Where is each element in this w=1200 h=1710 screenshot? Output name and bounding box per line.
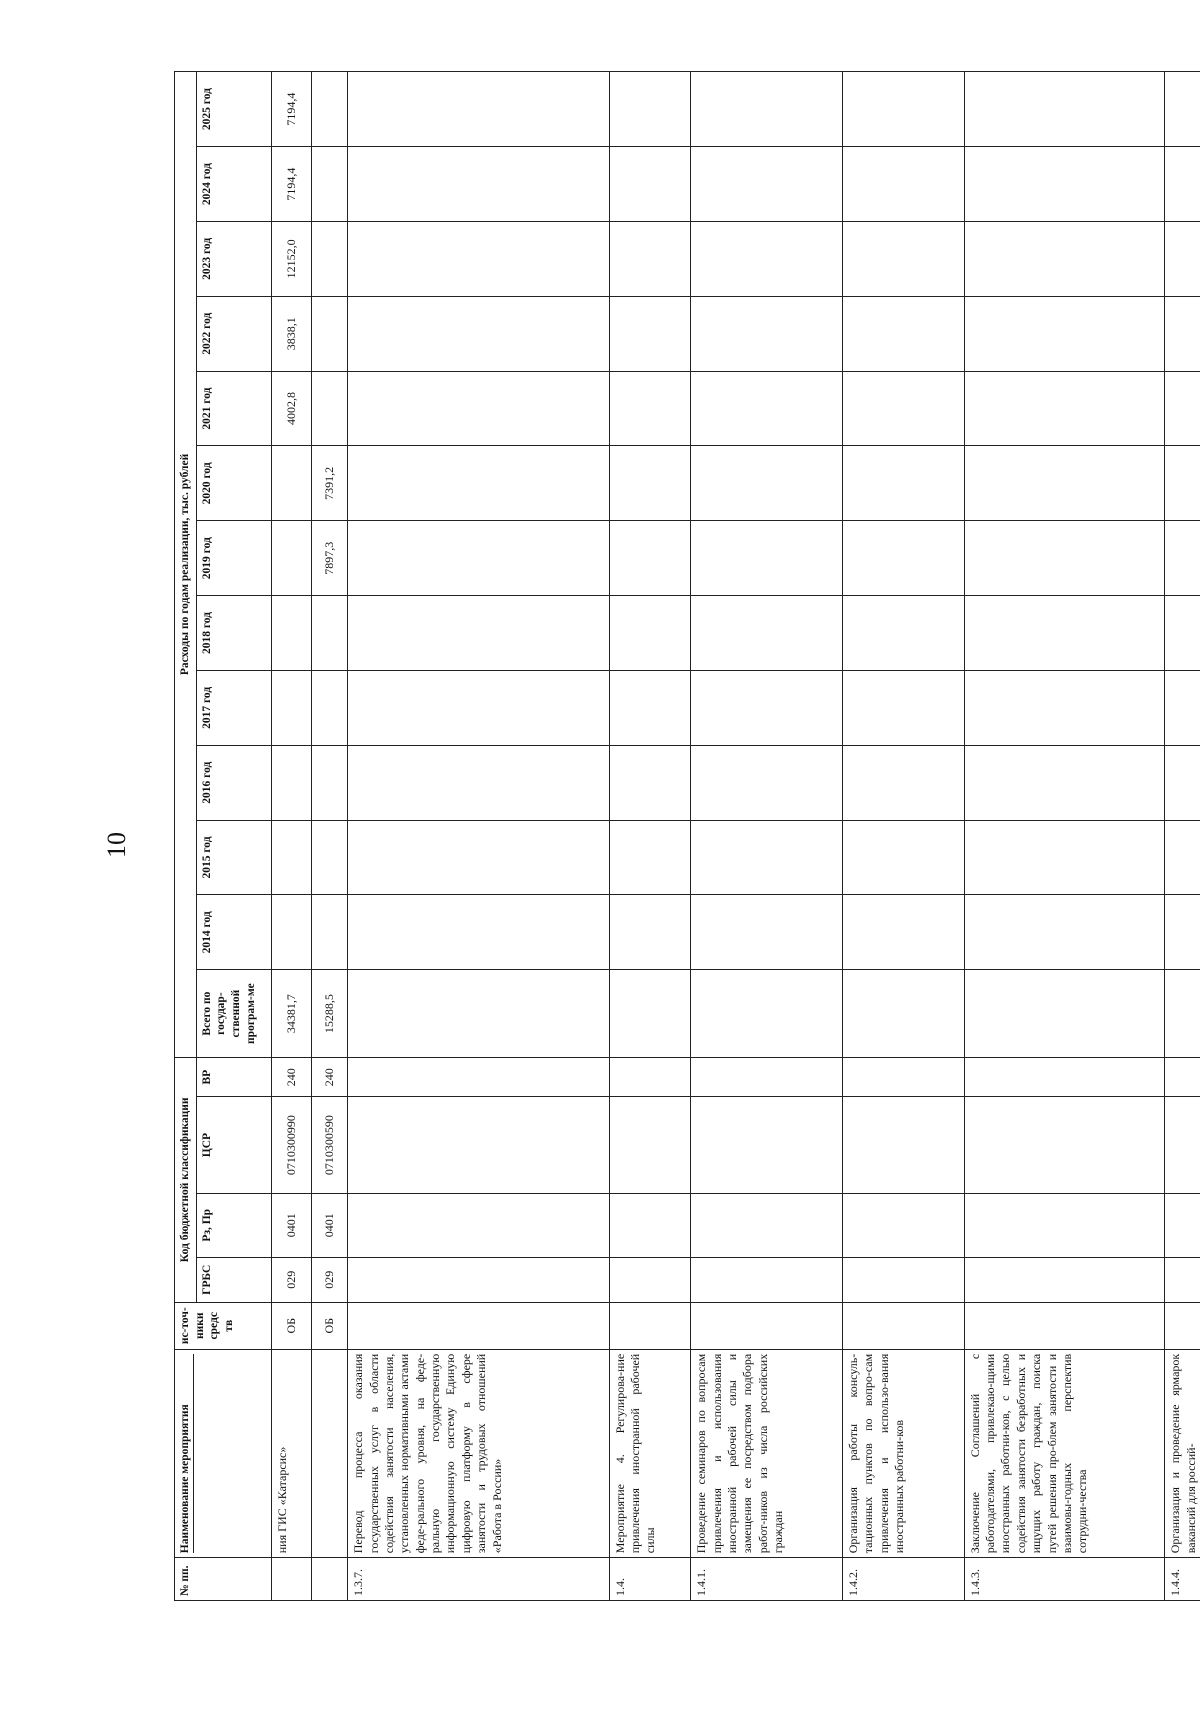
row-grbs <box>964 1257 1165 1302</box>
row-year-value <box>691 147 843 222</box>
header-year: 2016 год <box>196 745 271 820</box>
row-source <box>843 1302 965 1349</box>
row-year-value <box>311 147 347 222</box>
row-year-value <box>843 371 965 446</box>
row-year-value <box>964 221 1165 296</box>
row-year-value <box>691 72 843 147</box>
row-rzpr <box>843 1193 965 1257</box>
row-name <box>311 1349 347 1557</box>
row-rzpr <box>609 1193 690 1257</box>
row-year-value <box>311 72 347 147</box>
row-csr <box>348 1097 609 1193</box>
row-number: 1.4.3. <box>964 1558 1165 1601</box>
budget-table <box>174 71 1200 1601</box>
row-csr <box>964 1097 1165 1193</box>
row-year-value <box>843 521 965 596</box>
row-year-value <box>964 147 1165 222</box>
header-rzpr: Рз, Пр <box>196 1193 271 1257</box>
row-year-value <box>609 147 690 222</box>
row-grbs <box>843 1257 965 1302</box>
table-row <box>311 72 347 1601</box>
row-rzpr <box>348 1193 609 1257</box>
header-source: ис-точ-ники средс тв <box>175 1302 272 1349</box>
row-vr: 240 <box>311 1057 347 1097</box>
row-vr <box>609 1057 690 1097</box>
row-year-value <box>609 596 690 671</box>
row-number <box>271 1558 311 1601</box>
row-year-value: 12152,0 <box>271 221 311 296</box>
row-rzpr: 0401 <box>311 1193 347 1257</box>
row-grbs <box>609 1257 690 1302</box>
row-source <box>691 1302 843 1349</box>
row-year-value <box>1165 521 1200 596</box>
row-year-value <box>348 745 609 820</box>
row-year-value <box>311 820 347 895</box>
table-row <box>1165 72 1200 1601</box>
row-year-value: 7194,4 <box>271 72 311 147</box>
header-row-1 <box>175 72 197 1601</box>
row-year-value: 7897,3 <box>311 521 347 596</box>
row-source <box>348 1302 609 1349</box>
row-year-value <box>964 72 1165 147</box>
row-year-value <box>843 296 965 371</box>
header-year: 2015 год <box>196 820 271 895</box>
row-year-value <box>271 446 311 521</box>
row-year-value <box>1165 596 1200 671</box>
row-year-value <box>964 745 1165 820</box>
row-year-value <box>348 221 609 296</box>
rotated-table-container <box>174 71 1200 1601</box>
row-year-value <box>843 446 965 521</box>
header-grbs: ГРБС <box>196 1257 271 1302</box>
row-year-value <box>843 72 965 147</box>
row-year-value <box>691 596 843 671</box>
row-year-value <box>348 147 609 222</box>
header-year: 2018 год <box>196 596 271 671</box>
row-year-value <box>348 296 609 371</box>
row-year-value <box>271 820 311 895</box>
row-csr <box>691 1097 843 1193</box>
row-year-value <box>609 446 690 521</box>
header-name-label: Наименование мероприятия <box>178 1354 194 1553</box>
table-row <box>964 72 1165 1601</box>
row-year-value <box>1165 670 1200 745</box>
row-year-value <box>964 820 1165 895</box>
row-year-value <box>609 820 690 895</box>
row-year-value <box>348 895 609 970</box>
row-year-value <box>691 296 843 371</box>
row-year-value <box>691 371 843 446</box>
row-name: Организация и проведение ярмарок вакансий для россий- <box>1165 1349 1200 1557</box>
header-year: 2020 год <box>196 446 271 521</box>
row-source <box>1165 1302 1200 1349</box>
row-year-value: 4002,8 <box>271 371 311 446</box>
row-year-value <box>843 820 965 895</box>
row-number: 1.4.2. <box>843 1558 965 1601</box>
table-row <box>348 72 609 1601</box>
row-year-value <box>964 446 1165 521</box>
row-grbs <box>691 1257 843 1302</box>
row-csr: 0710300590 <box>311 1097 347 1193</box>
header-year: 2022 год <box>196 296 271 371</box>
row-vr <box>348 1057 609 1097</box>
row-total: 15288,5 <box>311 970 347 1058</box>
row-year-value <box>843 147 965 222</box>
row-total <box>348 970 609 1058</box>
row-year-value <box>964 296 1165 371</box>
row-total <box>1165 970 1200 1058</box>
row-year-value <box>609 521 690 596</box>
row-year-value <box>348 446 609 521</box>
row-year-value <box>271 745 311 820</box>
row-csr <box>1165 1097 1200 1193</box>
row-year-value <box>843 895 965 970</box>
row-year-value <box>1165 895 1200 970</box>
row-year-value <box>609 745 690 820</box>
header-year: 2024 год <box>196 147 271 222</box>
row-total: 34381,7 <box>271 970 311 1058</box>
header-expense-group: Расходы по годам реализации, тыс. рублей <box>175 72 197 1058</box>
header-kbk-group: Код бюджетной классификации <box>175 1057 197 1302</box>
row-rzpr <box>691 1193 843 1257</box>
row-name: Перевод процесса оказания государственных услуг в области содействия занятости населения, установленных нормативными актами феде-рального уровня, на феде-ральную государственную информационную систему Единую цифровую платформу в сфере занятости и трудовых отношений «Работа в России» <box>348 1349 609 1557</box>
table-body <box>271 72 1200 1601</box>
page-number: 10 <box>102 832 131 858</box>
row-source <box>964 1302 1165 1349</box>
header-csr: ЦСР <box>196 1097 271 1193</box>
table-row <box>271 72 311 1601</box>
row-source: ОБ <box>311 1302 347 1349</box>
row-csr <box>843 1097 965 1193</box>
row-year-value <box>609 371 690 446</box>
header-year: 2023 год <box>196 221 271 296</box>
header-name <box>175 1349 272 1557</box>
row-year-value: 7391,2 <box>311 446 347 521</box>
row-year-value <box>348 596 609 671</box>
header-year: 2021 год <box>196 371 271 446</box>
row-year-value <box>1165 296 1200 371</box>
header-year: 2019 год <box>196 521 271 596</box>
row-year-value <box>271 670 311 745</box>
row-vr <box>1165 1057 1200 1097</box>
row-year-value <box>609 221 690 296</box>
row-year-value <box>843 596 965 671</box>
row-year-value <box>843 745 965 820</box>
row-total <box>843 970 965 1058</box>
row-grbs: 029 <box>271 1257 311 1302</box>
row-total <box>609 970 690 1058</box>
row-total <box>964 970 1165 1058</box>
row-year-value <box>964 596 1165 671</box>
row-year-value <box>311 895 347 970</box>
row-year-value <box>1165 446 1200 521</box>
row-year-value <box>1165 221 1200 296</box>
row-number: 1.3.7. <box>348 1558 609 1601</box>
row-year-value <box>964 670 1165 745</box>
table-row <box>609 72 690 1601</box>
row-name: Организация работы консуль-тационных пунктов по вопро-сам привлечения и использо-вания иностранных работни-ков <box>843 1349 965 1557</box>
row-year-value <box>348 820 609 895</box>
header-num: № пп. <box>175 1558 272 1601</box>
row-rzpr <box>964 1193 1165 1257</box>
row-csr: 0710300990 <box>271 1097 311 1193</box>
row-year-value <box>609 296 690 371</box>
row-year-value <box>964 895 1165 970</box>
row-source <box>609 1302 690 1349</box>
header-year: 2017 год <box>196 670 271 745</box>
table-row <box>691 72 843 1601</box>
row-year-value <box>691 221 843 296</box>
row-year-value <box>843 670 965 745</box>
row-year-value: 7194,4 <box>271 147 311 222</box>
row-year-value <box>691 745 843 820</box>
row-number: 1.4.4. <box>1165 1558 1200 1601</box>
header-total: Всего по государ-ственной програм-ме <box>196 970 271 1058</box>
header-year: 2025 год <box>196 72 271 147</box>
row-year-value <box>311 296 347 371</box>
row-year-value <box>691 521 843 596</box>
row-year-value <box>691 820 843 895</box>
row-year-value <box>348 521 609 596</box>
row-name: ния ГИС «Катарсис» <box>271 1349 311 1557</box>
row-year-value: 3838,1 <box>271 296 311 371</box>
row-year-value <box>348 371 609 446</box>
row-year-value <box>271 895 311 970</box>
header-year: 2014 год <box>196 895 271 970</box>
row-grbs: 029 <box>311 1257 347 1302</box>
row-name: Заключение Соглашений с работодателями, привлекаю-щими иностранных работни-ков, с целью содействия занятости безработных и ищущих работу граждан, поиска путей решения про-блем занятости и взаимовы-годных перспектив сотрудни-чества <box>964 1349 1165 1557</box>
table-row <box>843 72 965 1601</box>
row-year-value <box>691 446 843 521</box>
row-year-value <box>609 670 690 745</box>
header-vr: ВР <box>196 1057 271 1097</box>
row-vr <box>691 1057 843 1097</box>
row-year-value <box>311 596 347 671</box>
row-total <box>691 970 843 1058</box>
row-year-value <box>691 895 843 970</box>
row-year-value <box>271 596 311 671</box>
row-vr <box>964 1057 1165 1097</box>
row-name: Проведение семинаров по вопросам привлечения и использования иностранной рабочей силы и замещения ее посредством подбора работ-ников из числа российских граждан <box>691 1349 843 1557</box>
row-year-value <box>311 221 347 296</box>
row-number <box>311 1558 347 1601</box>
row-vr: 240 <box>271 1057 311 1097</box>
row-year-value <box>1165 820 1200 895</box>
row-year-value <box>1165 745 1200 820</box>
row-year-value <box>964 371 1165 446</box>
row-vr <box>843 1057 965 1097</box>
row-csr <box>609 1097 690 1193</box>
row-year-value <box>964 521 1165 596</box>
row-year-value <box>311 371 347 446</box>
row-year-value <box>691 670 843 745</box>
row-year-value <box>311 670 347 745</box>
row-year-value <box>311 745 347 820</box>
row-grbs <box>348 1257 609 1302</box>
row-year-value <box>348 72 609 147</box>
row-year-value <box>348 670 609 745</box>
row-number: 1.4. <box>609 1558 690 1601</box>
row-rzpr: 0401 <box>271 1193 311 1257</box>
row-grbs <box>1165 1257 1200 1302</box>
row-rzpr <box>1165 1193 1200 1257</box>
row-number: 1.4.1. <box>691 1558 843 1601</box>
row-year-value <box>1165 72 1200 147</box>
row-year-value <box>1165 147 1200 222</box>
row-year-value <box>271 521 311 596</box>
row-name: Мероприятие 4. Регулирова-ние привлечения иностранной рабочей силы <box>609 1349 690 1557</box>
row-year-value <box>1165 371 1200 446</box>
row-source: ОБ <box>271 1302 311 1349</box>
row-year-value <box>609 72 690 147</box>
row-year-value <box>843 221 965 296</box>
row-year-value <box>609 895 690 970</box>
